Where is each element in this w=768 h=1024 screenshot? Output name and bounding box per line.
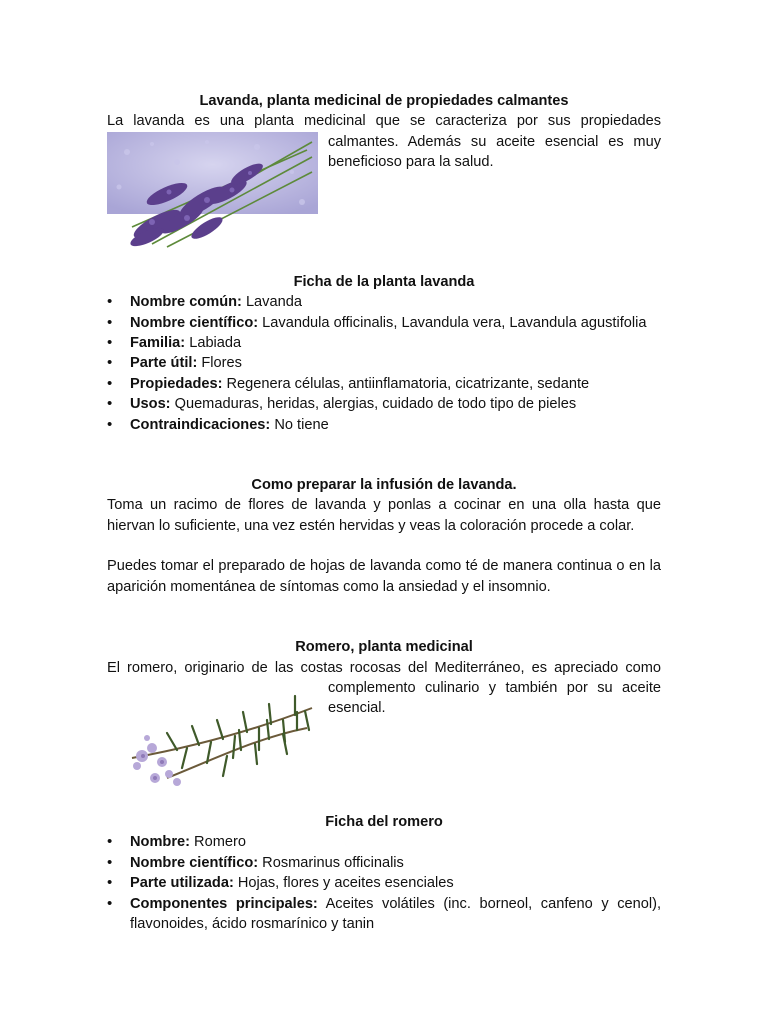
list-item: • Nombre científico: Rosmarinus officinalis: [107, 853, 661, 873]
infusion-paragraph-1: Toma un racimo de flores de lavanda y ponlas a cocinar en una olla hasta que hiervan lo suficiente, una vez estén hervidas y veas la coloración procede a colar.: [107, 497, 661, 534]
lavender-photo: [107, 132, 318, 250]
rosemary-photo: [107, 678, 318, 794]
romero-ficha-title: Ficha del romero: [325, 813, 443, 830]
romero-intro-block: [107, 678, 661, 812]
lavanda-intro-block: [107, 132, 661, 272]
romero-intro-line1: El romero, originario de las costas rocosas del Mediterráneo, es apreciado como: [107, 659, 661, 676]
romero-intro-rest: complemento culinario y también por su aceite esencial.: [328, 679, 661, 717]
list-item: • Familia: Labiada: [107, 333, 661, 353]
list-item: • Nombre científico: Lavandula officinalis, Lavandula vera, Lavandula agustifolia: [107, 313, 661, 333]
romero-ficha-list: [107, 832, 661, 934]
list-item: • Nombre común: Lavanda: [107, 292, 661, 312]
list-item: • Parte utilizada: Hojas, flores y aceites esenciales: [107, 873, 661, 893]
lavanda-title: Lavanda, planta medicinal de propiedades calmantes: [199, 93, 569, 109]
lavanda-intro-rest: calmantes. Además su aceite esencial es muy beneficioso para la salud.: [328, 133, 661, 171]
lavanda-ficha-list: [107, 292, 661, 435]
romero-title: Romero, planta medicinal: [295, 639, 473, 656]
list-item: • Parte útil: Flores: [107, 353, 661, 373]
list-item: • Nombre: Romero: [107, 832, 661, 852]
list-item: • Usos: Quemaduras, heridas, alergias, cuidado de todo tipo de pieles: [107, 394, 661, 414]
list-item: • Componentes principales: Aceites volátiles (inc. borneol, canfeno y cenol), flavonoides, ácido rosmarínico y tanin: [107, 894, 661, 935]
lavanda-ficha-title: Ficha de la planta lavanda: [293, 273, 475, 290]
list-item: • Propiedades: Regenera células, antiinflamatoria, cicatrizante, sedante: [107, 374, 661, 394]
document-body: [107, 91, 661, 934]
infusion-title: Como preparar la infusión de lavanda.: [251, 477, 517, 494]
list-item: • Contraindicaciones: No tiene: [107, 415, 661, 435]
lavanda-intro-line1: La lavanda es una planta medicinal que se caracteriza por sus propiedades: [107, 113, 661, 130]
infusion-paragraph-2: Puedes tomar el preparado de hojas de lavanda como té de manera continua o en la aparición momentánea de síntomas como la ansiedad y el insomnio.: [107, 558, 661, 595]
